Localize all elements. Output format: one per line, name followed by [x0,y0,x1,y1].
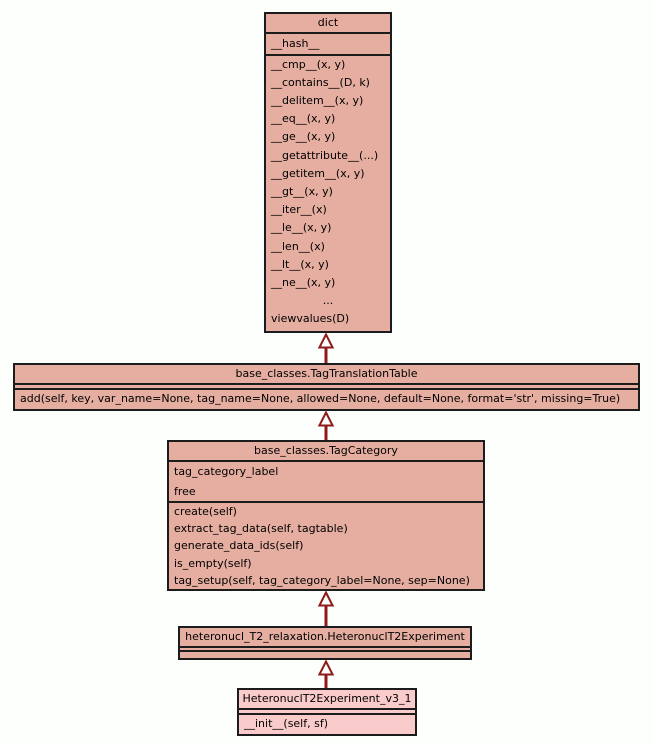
class-title-tagcategory[interactable]: base_classes.TagCategory [254,444,398,457]
method-item: ... [322,294,334,308]
class-methods-tagcategory [169,501,483,589]
method-item: __gt__(x, y) [271,184,333,198]
class-box-tagtranslationtable[interactable] [13,363,640,411]
class-box-heteronuclt2experiment-v3-1[interactable] [237,688,417,736]
method-item: viewvalues(D) [271,312,350,326]
method-item: __contains__(D, k) [271,75,370,89]
attribute-item: __hash__ [271,37,320,50]
method-item: __lt__(x, y) [271,257,329,271]
method-item: __iter__(x) [271,203,327,217]
class-title-heteronuclt2experiment-v3-1[interactable]: HeteronuclT2Experiment_v3_1 [242,692,412,705]
class-methods-heteronuclt2experiment-v3-1 [239,713,415,732]
method-item: __getattribute__(...) [271,148,379,162]
method-item: extract_tag_data(self, tagtable) [174,522,348,536]
method-item: __init__(self, sf) [244,717,329,730]
class-attributes-dict [266,32,390,54]
method-item: __ne__(x, y) [271,275,336,289]
method-item: __ge__(x, y) [271,130,336,144]
inheritance-arrow-tagcategory-to-tagtranslationtable [318,411,334,440]
inheritance-arrow-heteronuclt2experiment-to-tagcategory [318,591,334,626]
inheritance-arrow-tagtranslationtable-to-dict [318,333,334,363]
class-methods-heteronuclt2experiment [180,650,470,654]
class-methods-dict [266,54,390,329]
method-item: create(self) [174,505,237,518]
class-box-tagcategory[interactable] [167,440,485,591]
method-item: add(self, key, var_name=None, tag_name=None, allowed=None, default=None, format='str', missing=True) [20,392,621,405]
class-attributes-tagcategory [169,460,483,501]
method-item: __getitem__(x, y) [271,166,365,180]
method-item: tag_setup(self, tag_category_label=None, sep=None) [174,573,470,587]
method-item: generate_data_ids(self) [174,539,304,553]
method-item: __eq__(x, y) [271,112,336,126]
method-item: is_empty(self) [174,556,252,570]
method-item: __delitem__(x, y) [271,93,364,107]
class-methods-tagtranslationtable [15,388,638,407]
class-box-dict[interactable] [264,12,392,333]
class-title-dict[interactable]: dict [317,16,339,29]
method-item: __cmp__(x, y) [271,57,346,71]
class-box-heteronuclt2experiment[interactable] [178,626,472,660]
class-title-tagtranslationtable[interactable]: base_classes.TagTranslationTable [235,367,418,380]
attribute-item: free [174,484,196,498]
inheritance-arrow-v3-1-to-heteronuclt2experiment [318,660,334,688]
attribute-item: tag_category_label [174,465,279,478]
method-item: __le__(x, y) [271,221,332,235]
class-title-heteronuclt2experiment[interactable]: heteronucl_T2_relaxation.HeteronuclT2Experiment [185,630,465,643]
method-item: __len__(x) [271,239,325,253]
